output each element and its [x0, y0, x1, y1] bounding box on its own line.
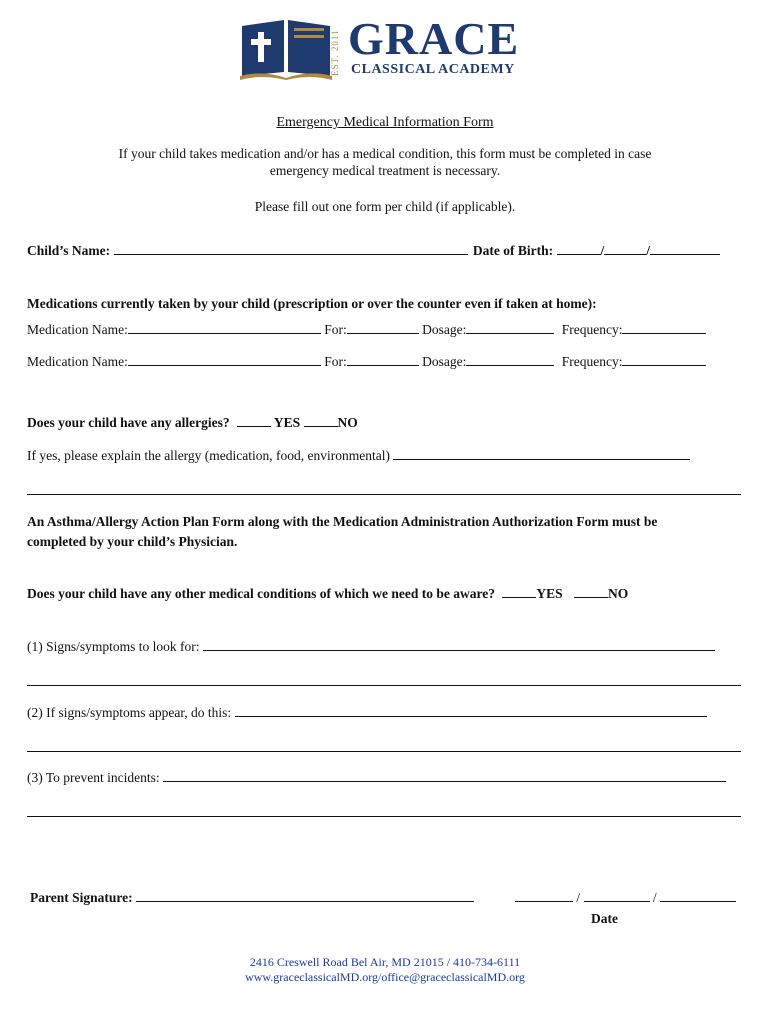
- med-for-field[interactable]: [347, 333, 419, 334]
- med-dosage-field[interactable]: [466, 365, 554, 366]
- med-for-field[interactable]: [347, 365, 419, 366]
- conditions-no-label: NO: [608, 586, 629, 601]
- date-label: Date: [591, 911, 618, 926]
- med-for-label: For:: [324, 354, 347, 369]
- medications-heading: Medications currently taken by your child (prescription or over the counter even if taken at home):: [27, 296, 597, 311]
- footer-links[interactable]: www.graceclassicalMD.org/office@graceclassicalMD.org: [245, 970, 525, 984]
- prevent-line-2[interactable]: [27, 816, 741, 817]
- sign-day-field[interactable]: [584, 901, 650, 902]
- intro-line-2: emergency medical treatment is necessary.: [269, 163, 501, 178]
- parent-signature-field[interactable]: [136, 901, 474, 902]
- footer-address: 2416 Creswell Road Bel Air, MD 21015 / 410-734-6111: [249, 955, 521, 969]
- prevent-label: (3) To prevent incidents:: [27, 770, 160, 785]
- medication-row: [27, 322, 706, 338]
- signs-line-2[interactable]: [27, 685, 741, 686]
- one-per-child-note: Please fill out one form per child (if applicable).: [254, 199, 516, 214]
- allergy-yes-label: YES: [273, 415, 301, 430]
- intro-line-1: If your child takes medication and/or has a medical condition, this form must be completed in case: [118, 146, 652, 161]
- med-dosage-field[interactable]: [466, 333, 554, 334]
- med-name-label: Medication Name:: [27, 354, 128, 369]
- open-book-cross-icon: [238, 16, 334, 80]
- sign-year-field[interactable]: [660, 901, 736, 902]
- med-name-field[interactable]: [128, 365, 321, 366]
- other-conditions-question: Does your child have any other medical conditions of which we need to be aware?: [27, 586, 495, 601]
- allergy-explain-line-2[interactable]: [27, 494, 741, 495]
- allergy-explain-label: If yes, please explain the allergy (medication, food, environmental): [27, 448, 390, 463]
- sign-month-field[interactable]: [515, 901, 573, 902]
- conditions-no-field[interactable]: [574, 597, 608, 598]
- allergy-no-field[interactable]: [304, 426, 338, 427]
- med-frequency-field[interactable]: [622, 365, 706, 366]
- med-frequency-label: Frequency:: [561, 354, 623, 369]
- if-signs-label: (2) If signs/symptoms appear, do this:: [27, 705, 232, 720]
- dob-year-field[interactable]: [650, 254, 720, 255]
- medication-row: [27, 354, 706, 370]
- form-title: Emergency Medical Information Form: [276, 115, 494, 130]
- conditions-yes-label: YES: [536, 586, 563, 601]
- allergy-explain-field[interactable]: [393, 459, 690, 460]
- med-for-label: For:: [324, 322, 347, 337]
- signs-field[interactable]: [203, 650, 715, 651]
- signs-label: (1) Signs/symptoms to look for:: [27, 639, 200, 654]
- conditions-yes-field[interactable]: [502, 597, 536, 598]
- dob-month-field[interactable]: [557, 254, 601, 255]
- dob-day-field[interactable]: [604, 254, 646, 255]
- dob-label: Date of Birth:: [472, 243, 554, 258]
- med-dosage-label: Dosage:: [422, 354, 467, 369]
- school-logo: [238, 13, 538, 82]
- action-plan-line-1: An Asthma/Allergy Action Plan Form along with the Medication Administration Authorization Form must be: [27, 514, 658, 529]
- child-name-label: Child’s Name: [27, 243, 106, 258]
- med-frequency-label: Frequency:: [561, 322, 623, 337]
- med-name-label: Medication Name:: [27, 322, 128, 337]
- if-signs-line-2[interactable]: [27, 751, 741, 752]
- allergy-no-label: NO: [337, 415, 358, 430]
- allergies-question: Does your child have any allergies?: [27, 415, 230, 430]
- if-signs-field[interactable]: [235, 716, 707, 717]
- logo-subtitle: CLASSICAL ACADEMY: [351, 62, 515, 77]
- allergy-yes-field[interactable]: [237, 426, 271, 427]
- med-name-field[interactable]: [128, 333, 321, 334]
- child-name-field[interactable]: [114, 254, 468, 255]
- parent-signature-label: Parent Signature: [30, 890, 129, 905]
- med-frequency-field[interactable]: [622, 333, 706, 334]
- logo-name: GRACE: [348, 13, 520, 64]
- med-dosage-label: Dosage:: [422, 322, 467, 337]
- action-plan-line-2: completed by your child’s Physician.: [27, 534, 238, 549]
- logo-est: EST. 2011: [330, 29, 340, 76]
- prevent-field[interactable]: [163, 781, 726, 782]
